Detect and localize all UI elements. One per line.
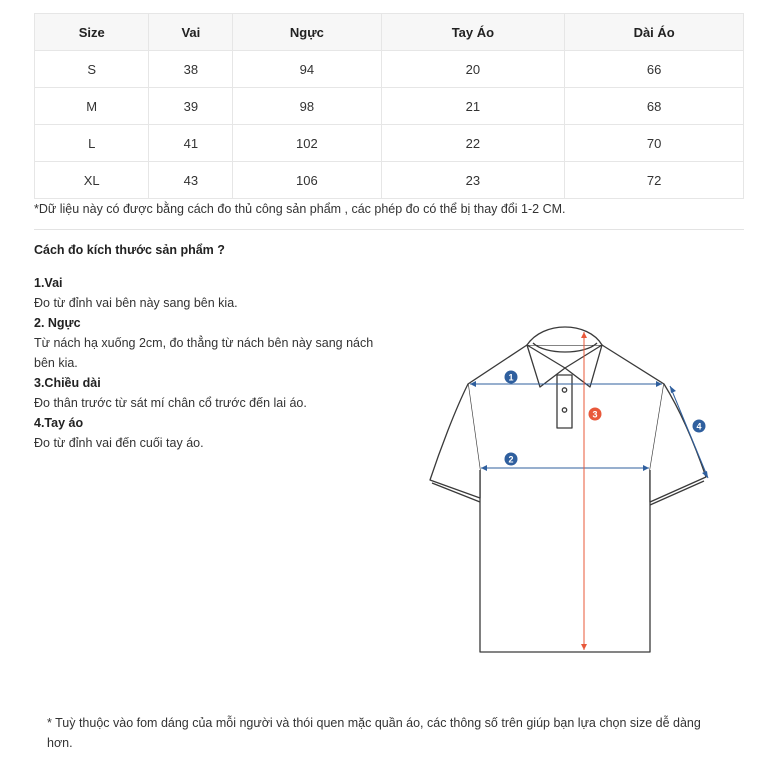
table-cell: L (35, 125, 149, 162)
marker-1-label: 1 (508, 372, 514, 383)
marker-4-label: 4 (696, 421, 702, 432)
table-cell: 68 (565, 88, 744, 125)
table-row (35, 125, 744, 162)
size-table-header-row (35, 14, 744, 51)
table-cell: XL (35, 162, 149, 199)
header-size: Size (35, 14, 149, 51)
table-cell: S (35, 51, 149, 88)
table-cell: 106 (233, 162, 381, 199)
table-row (35, 88, 744, 125)
marker-3 (589, 408, 602, 421)
step-heading-chest: 2. Ngực (34, 316, 81, 330)
marker-2-label: 2 (508, 454, 514, 465)
marker-4 (693, 420, 706, 433)
table-cell: 22 (381, 125, 565, 162)
measurement-note: *Dữ liệu này có được bằng cách đo thủ công sản phẩm , các phép đo có thể bị thay đổi 1-2 CM. (34, 202, 566, 216)
table-cell: 38 (149, 51, 233, 88)
table-cell: 23 (381, 162, 565, 199)
table-cell: 21 (381, 88, 565, 125)
header-length: Dài Áo (565, 14, 744, 51)
fit-note: * Tuỳ thuộc vào fom dáng của mỗi người và thói quen mặc quần áo, các thông số trên giúp bạn lựa chọn size dễ dàng hơn. (47, 716, 701, 750)
step-text-sleeve: Đo từ đỉnh vai đến cuối tay áo. (34, 436, 204, 450)
header-shoulder: Vai (149, 14, 233, 51)
table-cell: 20 (381, 51, 565, 88)
divider (34, 229, 744, 230)
step-text-shoulder: Đo từ đỉnh vai bên này sang bên kia. (34, 296, 238, 310)
size-table (34, 13, 744, 199)
marker-1 (505, 371, 518, 384)
step-heading-shoulder: 1.Vai (34, 276, 63, 290)
table-row (35, 51, 744, 88)
marker-2 (505, 453, 518, 466)
header-sleeve: Tay Áo (381, 14, 565, 51)
marker-3-label: 3 (592, 409, 598, 420)
table-cell: M (35, 88, 149, 125)
step-heading-sleeve: 4.Tay áo (34, 416, 84, 430)
table-cell: 72 (565, 162, 744, 199)
step-text-length: Đo thân trước từ sát mí chân cổ trước đến lai áo. (34, 396, 307, 410)
table-cell: 94 (233, 51, 381, 88)
polo-shirt-diagram (420, 318, 720, 658)
table-cell: 98 (233, 88, 381, 125)
measurement-steps (34, 273, 384, 453)
table-cell: 39 (149, 88, 233, 125)
header-chest: Ngực (233, 14, 381, 51)
table-cell: 70 (565, 125, 744, 162)
step-heading-length: 3.Chiều dài (34, 376, 101, 390)
table-row (35, 162, 744, 199)
table-cell: 41 (149, 125, 233, 162)
table-cell: 43 (149, 162, 233, 199)
howto-title: Cách đo kích thước sản phẩm ? (34, 243, 225, 257)
table-cell: 102 (233, 125, 381, 162)
step-text-chest: Từ nách hạ xuống 2cm, đo thẳng từ nách bên này sang nách bên kia. (34, 336, 374, 370)
table-cell: 66 (565, 51, 744, 88)
shirt-outline (430, 327, 706, 652)
